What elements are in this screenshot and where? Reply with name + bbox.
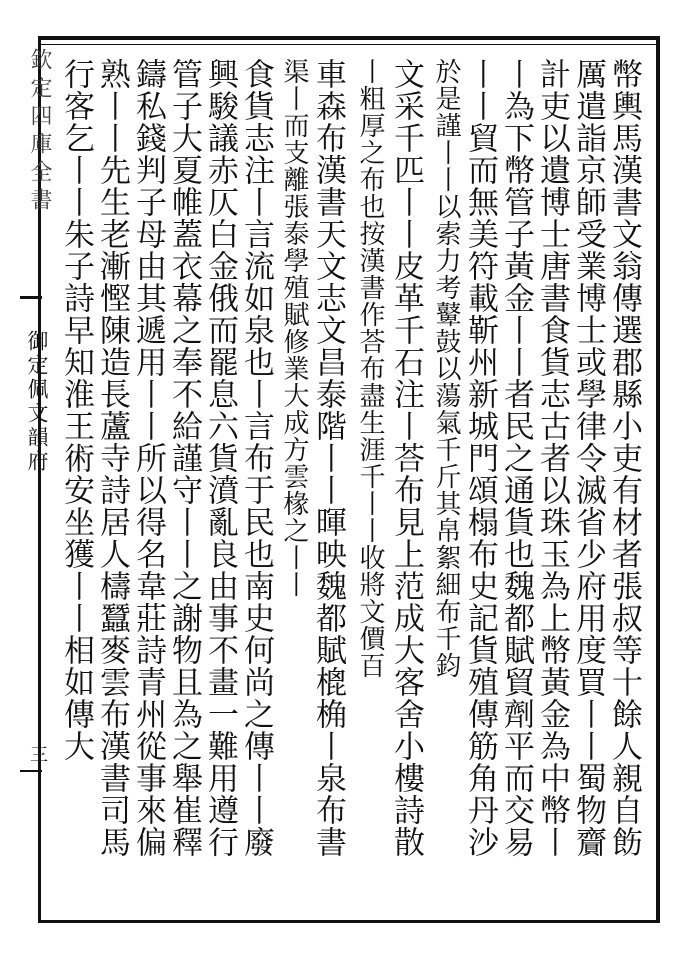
text-column-4: 丨為下幣管子黃金丨丨者民之通貨也魏都賦貿劑平而交易 bbox=[498, 58, 534, 858]
text-column-7: 文采千匹丨丨皮革千石注丨荅布見上范成大客舍小樓詩散 bbox=[388, 58, 424, 858]
text-column-8: 丨粗厚之布也按漢書作荅布盡生涯千丨丨收將文價百 bbox=[355, 58, 385, 679]
text-column-12: 興駿議赤仄白金俄而罷息六貨濆亂良由事不畫一難用遵行 bbox=[202, 58, 238, 858]
margin-page-number: 三 bbox=[27, 745, 48, 763]
text-column-11: 食貨志注丨言流如泉也丨言布于民也南史何尚之傳丨丨廢 bbox=[238, 58, 274, 858]
inner-top-rule bbox=[40, 44, 656, 45]
text-column-2: 厲遣詣京師受業博士或學律令滅省少府用度買丨丨蜀物齎 bbox=[570, 58, 606, 858]
text-column-3: 計吏以遺博士唐書食貨志古者以珠玉為上幣黃金為中幣丨 bbox=[534, 58, 570, 858]
text-column-14: 鑄私錢判子母由其遞用丨丨所以得名韋莊詩青州從事來偏 bbox=[130, 58, 166, 858]
text-column-1: 幣輿馬漢書文翁傳選郡縣小吏有材者張叔等十餘人親自飭 bbox=[606, 58, 642, 858]
bottom-border bbox=[38, 920, 658, 923]
margin-book-title: 御定佩文韻府 bbox=[25, 330, 49, 474]
text-column-15: 熟丨丨先生老漸慳陳造長蘆寺詩居人檮蠶麥雲布漢書司馬 bbox=[94, 58, 130, 858]
margin-divider bbox=[20, 296, 42, 299]
margin-divider-lower bbox=[20, 770, 42, 772]
text-column-16: 行客乞丨丨朱子詩早知淮王術安坐獲丨丨相如傳大 bbox=[58, 58, 94, 762]
top-border bbox=[38, 36, 658, 40]
text-column-6: 於是謹丨丨以索力考鼙鼓以蕩氣千斤其帛絮細布千鈞 bbox=[431, 58, 461, 679]
text-column-13: 管子大夏帷蓋衣幕之奉不給謹守丨丨之謝物且為之舉崔釋 bbox=[166, 58, 202, 858]
text-column-9: 車森布漢書天文志文昌泰階丨丨暉映魏都賦㮰桷丨泉布書 bbox=[310, 58, 346, 858]
text-column-10: 渠丨而支離張泰學殖賦修業大成方雲椽之丨丨 bbox=[279, 58, 309, 598]
margin-title: 欽定四庫全書 bbox=[27, 48, 52, 216]
right-border bbox=[656, 36, 660, 923]
text-column-5: 丨丨貿而無美符載靳州新城門頌榻布史記貨殖傳筋角丹沙 bbox=[462, 58, 498, 858]
